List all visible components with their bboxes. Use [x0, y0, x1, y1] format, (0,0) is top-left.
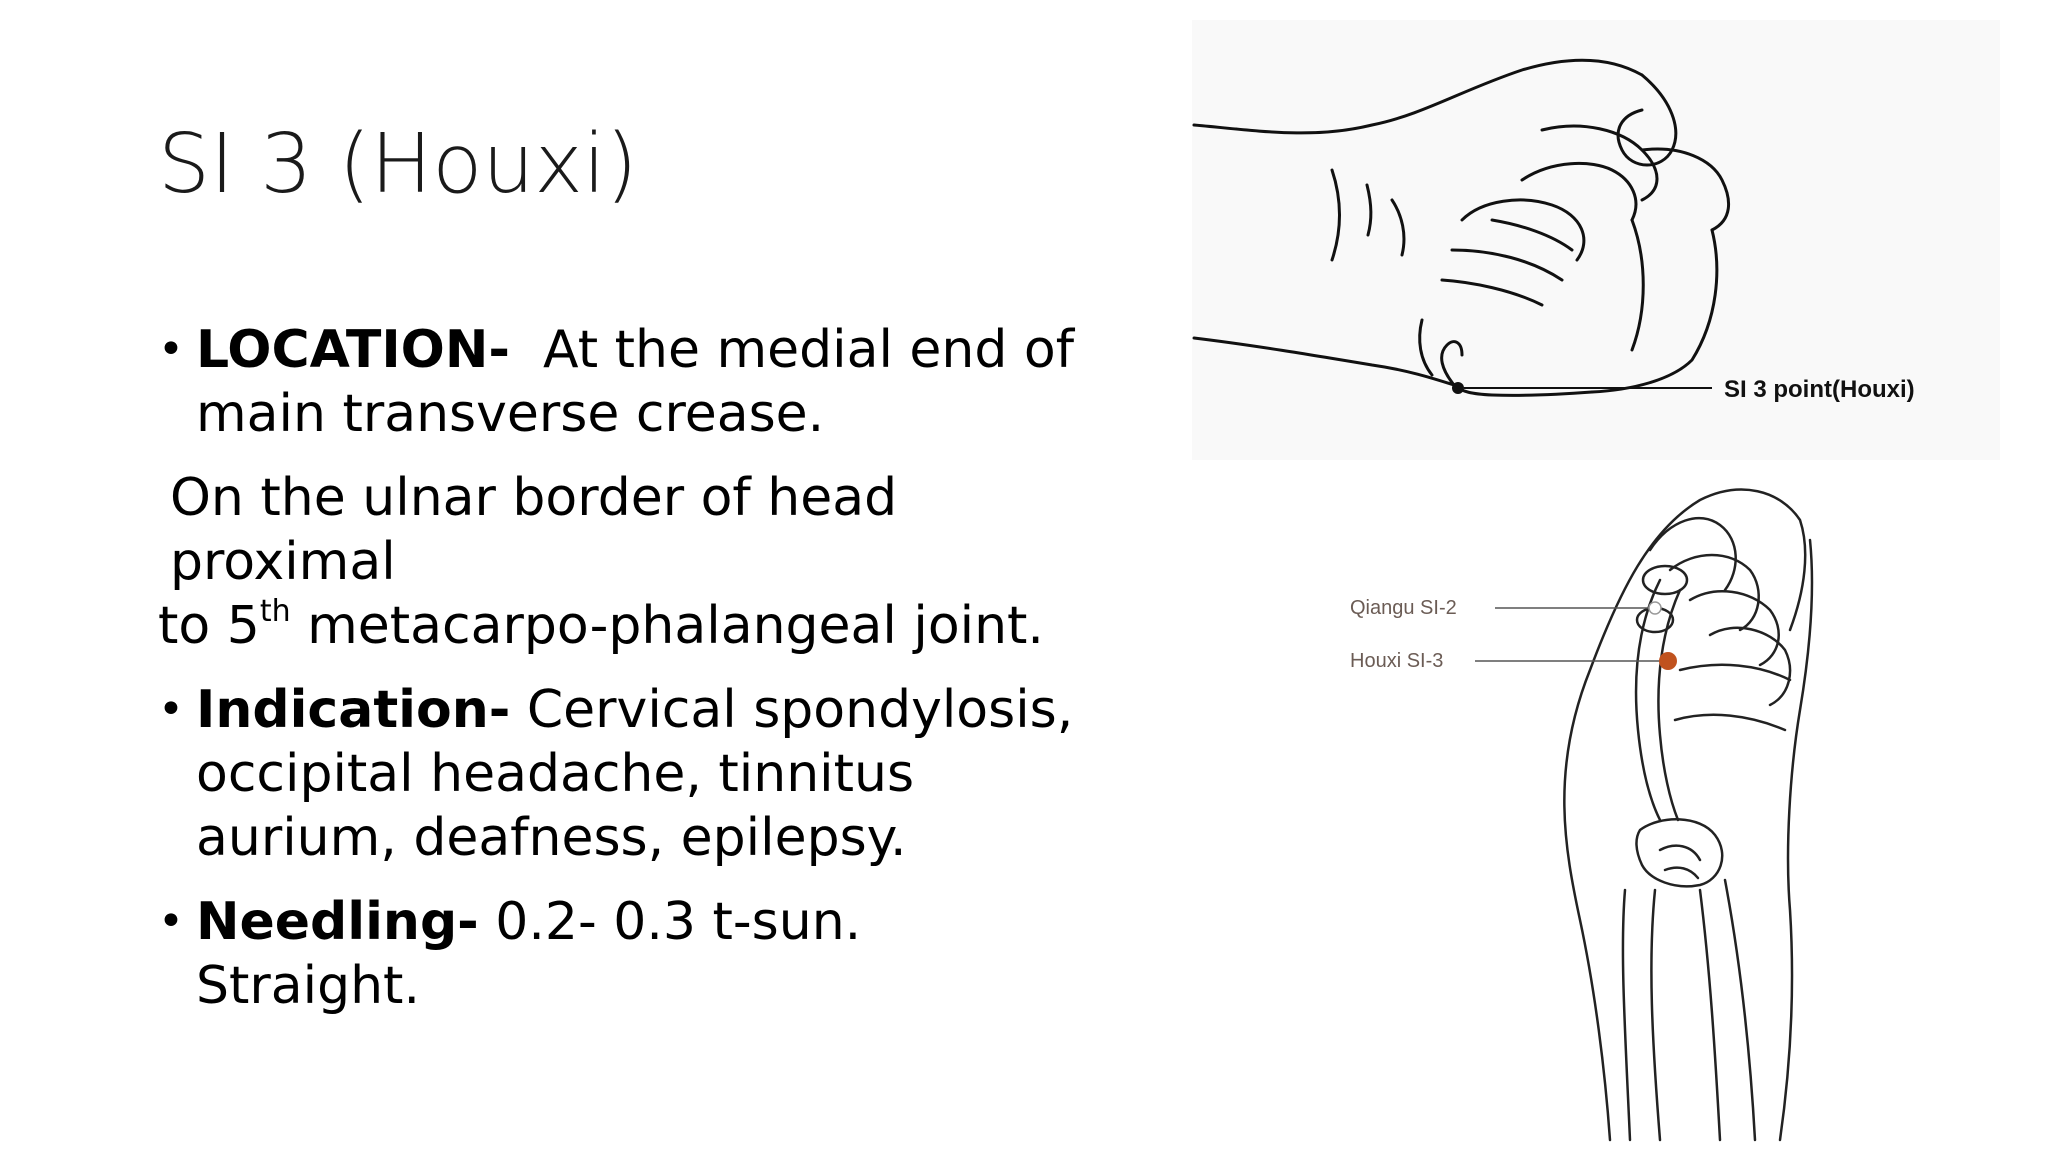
bullet-location — [158, 318, 1098, 446]
bone-illustration — [1320, 470, 1880, 1150]
indication-label: Indication- — [196, 680, 511, 740]
location-label: LOCATION- — [196, 320, 510, 380]
bullet-needling — [158, 890, 1098, 1018]
bone-drawing — [1320, 470, 1880, 1150]
needling-text: 0.2- 0.3 t-sun. Straight. — [196, 892, 862, 1016]
fist-point-label: SI 3 point(Houxi) — [1724, 376, 1915, 403]
fist-drawing — [1192, 20, 2000, 460]
slide-body — [158, 318, 1098, 1038]
si3-point-marker — [1452, 382, 1464, 394]
ulnar-note-line2 — [158, 594, 1098, 658]
ulnar-note-line2-post: metacarpo-phalangeal joint. — [290, 596, 1044, 656]
indication-text: Cervical spondylosis, occipital headache, tinnitus aurium, deafness, epilepsy. — [196, 680, 1074, 868]
slide-title: SI 3 (Houxi) — [158, 117, 638, 212]
ulnar-note — [158, 466, 1098, 658]
ulnar-note-line2-pre: to 5 — [158, 596, 260, 656]
needling-label: Needling- — [196, 892, 479, 952]
ulnar-note-line1: On the ulnar border of head proximal — [170, 468, 898, 592]
bullet-indication — [158, 678, 1098, 870]
fist-illustration — [1192, 20, 2000, 460]
houxi-point-marker — [1659, 652, 1677, 670]
qiangu-point-marker — [1649, 602, 1661, 614]
location-text: At the medial end of main transverse crease. — [196, 320, 1075, 444]
qiangu-label: Qiangu SI-2 — [1350, 597, 1457, 619]
houxi-label: Houxi SI-3 — [1350, 650, 1444, 672]
ulnar-note-line2-sup: th — [259, 594, 291, 629]
